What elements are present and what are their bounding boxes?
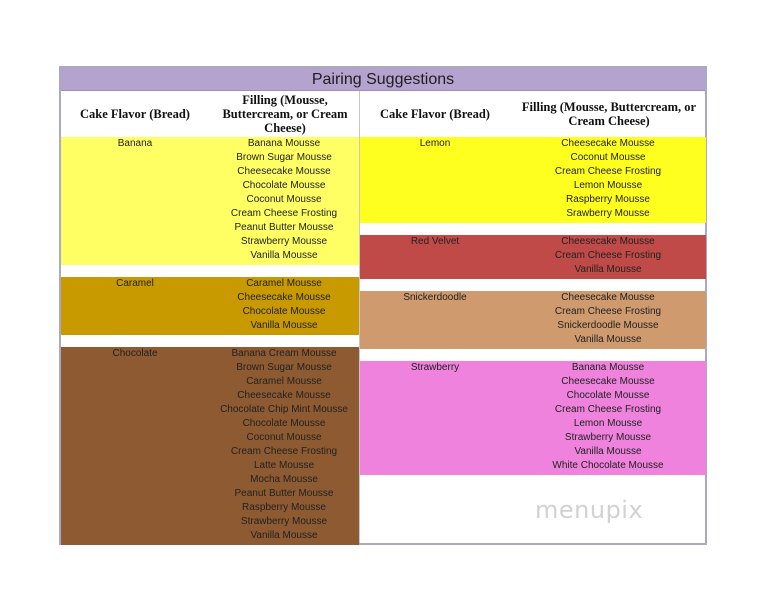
filling-item: Brown Sugar Mousse: [236, 362, 332, 373]
filling-item: Raspberry Mousse: [242, 502, 326, 513]
cake-flavor-cell: Snickerdoodle: [403, 292, 467, 303]
filling-item: Vanilla Mousse: [250, 320, 318, 331]
filling-item: Vanilla Mousse: [574, 264, 642, 275]
flavor-block: [360, 361, 706, 475]
filling-item: Cream Cheese Frosting: [554, 166, 662, 177]
right-column: [359, 91, 705, 543]
filling-list: [209, 347, 359, 543]
flavor-block: [61, 347, 359, 545]
filling-item: Strawberry Mousse: [240, 516, 328, 527]
cake-flavor-cell: Banana: [117, 138, 153, 149]
filling-item: Srawberry Mousse: [566, 208, 650, 219]
filling-item: Chocolate Mousse: [566, 390, 650, 401]
cake-flavor-cell: Red Velvet: [410, 236, 460, 247]
filling-item: White Chocolate Mousse: [552, 460, 664, 471]
filling-item: Vanilla Mousse: [574, 334, 642, 345]
filling-item: Chocolate Mousse: [242, 418, 326, 429]
filling-item: Mocha Mousse: [250, 474, 318, 485]
filling-item: Chocolate Mousse: [242, 180, 326, 191]
filling-item: Vanilla Mousse: [574, 446, 642, 457]
filling-item: Caramel Mousse: [246, 376, 322, 387]
cake-flavor-cell: Caramel: [116, 278, 154, 289]
filling-list: [510, 235, 706, 277]
filling-item: Strawberry Mousse: [240, 236, 328, 247]
cake-flavor-cell: Strawberry: [410, 362, 460, 373]
filling-header: Filling (Mousse, Buttercream, or Cream Cheese): [521, 100, 697, 128]
filling-item: Cheesecake Mousse: [237, 166, 331, 177]
filling-list: [510, 291, 706, 347]
filling-item: Lemon Mousse: [573, 418, 643, 429]
flavor-block: [360, 235, 706, 279]
flavor-block: [360, 137, 706, 223]
filling-item: Cheesecake Mousse: [237, 292, 331, 303]
filling-item: Snickerdoodle Mousse: [557, 320, 659, 331]
flavor-block: [61, 137, 359, 265]
filling-item: Vanilla Mousse: [250, 530, 318, 541]
filling-item: Peanut Butter Mousse: [234, 488, 334, 499]
right-header-row: [360, 91, 706, 137]
filling-item: Cream Cheese Frosting: [554, 250, 662, 261]
filling-item: Cheesecake Mousse: [561, 376, 655, 387]
filling-list: [209, 277, 359, 333]
watermark-logo: menupix: [535, 496, 644, 524]
flavor-block: [61, 277, 359, 335]
filling-item: Banana Mousse: [571, 362, 645, 373]
filling-item: Vanilla Mousse: [250, 250, 318, 261]
filling-item: Cheesecake Mousse: [561, 292, 655, 303]
filling-list: [510, 137, 706, 221]
filling-item: Coconut Mousse: [246, 194, 322, 205]
cake-flavor-header: Cake Flavor (Bread): [380, 107, 490, 121]
filling-item: Caramel Mousse: [246, 278, 322, 289]
pairing-sheet: [59, 66, 707, 545]
page-title: Pairing Suggestions: [61, 68, 705, 91]
left-column: [61, 91, 359, 543]
left-header-row: [61, 91, 359, 137]
filling-item: Raspberry Mousse: [566, 194, 650, 205]
filling-item: Cream Cheese Frosting: [230, 446, 338, 457]
filling-item: Peanut Butter Mousse: [234, 222, 334, 233]
flavor-block: [360, 291, 706, 349]
filling-item: Cheesecake Mousse: [561, 236, 655, 247]
filling-item: Banana Cream Mousse: [231, 348, 337, 359]
filling-item: Cream Cheese Frosting: [554, 404, 662, 415]
filling-item: Cream Cheese Frosting: [230, 208, 338, 219]
filling-item: Latte Mousse: [253, 460, 315, 471]
filling-item: Cheesecake Mousse: [237, 390, 331, 401]
filling-list: [510, 361, 706, 473]
filling-header: Filling (Mousse, Buttercream, or Cream Cheese): [222, 93, 348, 135]
filling-item: Cheesecake Mousse: [561, 138, 655, 149]
filling-item: Banana Mousse: [247, 138, 321, 149]
filling-item: Brown Sugar Mousse: [236, 152, 332, 163]
filling-item: Strawberry Mousse: [564, 432, 652, 443]
filling-item: Chocolate Mousse: [242, 306, 326, 317]
cake-flavor-header: Cake Flavor (Bread): [80, 107, 190, 121]
filling-item: Coconut Mousse: [246, 432, 322, 443]
filling-item: Cream Cheese Frosting: [554, 306, 662, 317]
filling-item: Lemon Mousse: [573, 180, 643, 191]
filling-list: [209, 137, 359, 263]
cake-flavor-cell: Chocolate: [112, 348, 158, 359]
filling-item: Coconut Mousse: [570, 152, 646, 163]
cake-flavor-cell: Lemon: [419, 138, 451, 149]
filling-item: Chocolate Chip Mint Mousse: [220, 404, 348, 415]
